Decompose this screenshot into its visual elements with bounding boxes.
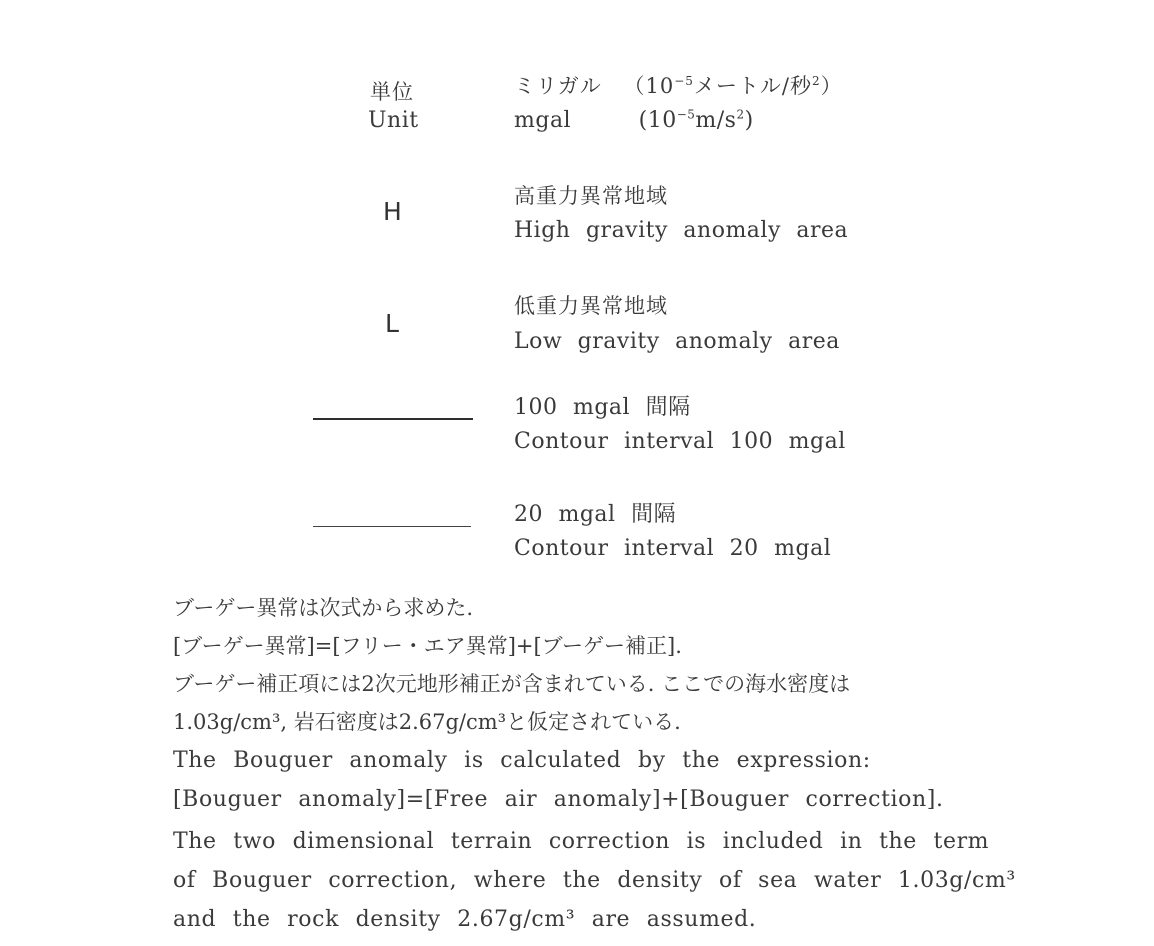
unit-value-en-paren-b: m/s [695, 108, 737, 133]
unit-value-jp-paren-a: （10 [623, 74, 675, 98]
low-label-jp: 低重力異常地域 [514, 294, 668, 318]
contour-100-label-en: Contour interval 100 mgal [514, 429, 846, 454]
contour-20-label-en: Contour interval 20 mgal [514, 536, 832, 561]
note-en-line-3: The two dimensional terrain correction is included in the term [173, 829, 990, 854]
note-jp-line-3: ブーゲー補正項には2次元地形補正が含まれている. ここでの海水密度は [173, 672, 851, 696]
note-en-line-1: The Bouguer anomaly is calculated by the expression: [173, 748, 871, 773]
high-label-en: High gravity anomaly area [514, 218, 849, 243]
contour-100-line [313, 418, 473, 420]
contour-20-label-jp: 20 mgal 間隔 [514, 502, 677, 527]
unit-value-jp-paren-c: ） [820, 74, 843, 98]
unit-value-en-name: mgal [514, 108, 572, 133]
unit-value-en-exp2: 2 [736, 107, 745, 122]
note-jp-line-2: [ブーゲー異常]=[フリー・エア異常]+[ブーゲー補正]. [173, 634, 682, 658]
contour-20-line [313, 526, 471, 527]
unit-value-jp-name: ミリガル [514, 74, 602, 98]
unit-value-en-exp: −5 [676, 107, 696, 122]
note-en-line-5: and the rock density 2.67g/cm³ are assumed. [173, 907, 757, 932]
high-symbol: H [383, 197, 402, 226]
unit-value-en [514, 108, 754, 133]
note-en-line-2: [Bouguer anomaly]=[Free air anomaly]+[Bouguer correction]. [173, 787, 944, 812]
low-label-en: Low gravity anomaly area [514, 329, 840, 354]
low-symbol: L [385, 309, 399, 338]
note-en-line-4: of Bouguer correction, where the density of sea water 1.03g/cm³ [173, 868, 1016, 893]
unit-label-en: Unit [368, 108, 419, 133]
unit-value-jp [514, 70, 843, 100]
contour-100-label-jp: 100 mgal 間隔 [514, 395, 691, 420]
unit-value-jp-exp2: 2 [812, 74, 821, 88]
note-jp-line-1: ブーゲー異常は次式から求めた. [173, 596, 474, 620]
note-jp-line-4: 1.03g/cm³, 岩石密度は2.67g/cm³と仮定されている. [173, 710, 681, 734]
unit-value-en-paren-a: (10 [638, 108, 677, 133]
unit-value-jp-exp: −5 [674, 74, 694, 88]
unit-value-jp-paren-b: メートル/秒 [693, 74, 812, 98]
high-label-jp: 高重力異常地域 [514, 184, 668, 208]
unit-value-en-paren-c: ) [744, 108, 754, 133]
unit-label-jp: 単位 [370, 80, 414, 104]
